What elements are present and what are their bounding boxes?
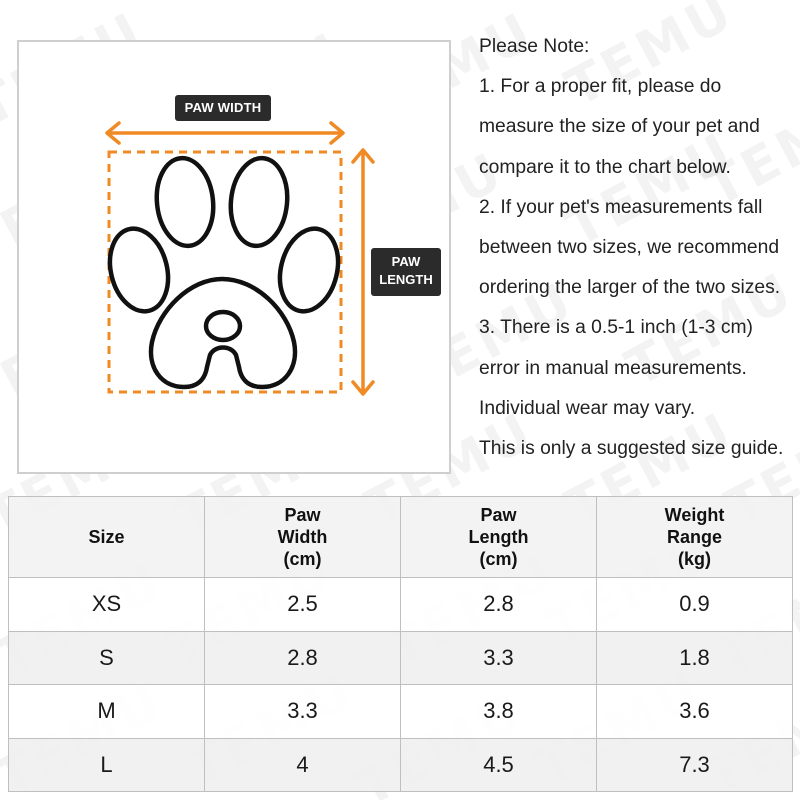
cell-weight: 7.3	[597, 738, 793, 792]
cell-paw-width: 3.3	[205, 685, 401, 739]
cell-weight: 0.9	[597, 578, 793, 632]
table-row	[9, 578, 793, 632]
header-weight-range: Weight Range (kg)	[597, 497, 793, 578]
note-line: 2. If your pet's measurements fall	[479, 196, 763, 218]
size-chart-table	[8, 496, 793, 792]
cell-paw-length: 2.8	[401, 578, 597, 632]
note-line: 3. There is a 0.5-1 inch (1-3 cm)	[479, 317, 753, 339]
cell-size: S	[9, 631, 205, 685]
cell-paw-width: 2.5	[205, 578, 401, 632]
cell-paw-length: 4.5	[401, 738, 597, 792]
paw-length-tag	[371, 248, 441, 296]
cell-paw-width: 2.8	[205, 631, 401, 685]
paw-width-tag	[175, 95, 271, 121]
table-row	[9, 631, 793, 685]
header-size: Size	[9, 497, 205, 578]
note-line: compare it to the chart below.	[479, 156, 731, 178]
cell-size: L	[9, 738, 205, 792]
note-line: measure the size of your pet and	[479, 116, 760, 138]
cell-paw-width: 4	[205, 738, 401, 792]
header-paw-length: Paw Length (cm)	[401, 497, 597, 578]
cell-paw-length: 3.3	[401, 631, 597, 685]
table-row	[9, 685, 793, 739]
note-line: ordering the larger of the two sizes.	[479, 277, 781, 299]
paw-length-label-line: PAW	[391, 254, 421, 269]
paw-width-label: PAW WIDTH	[184, 100, 262, 115]
paw-print-icon	[102, 155, 347, 387]
note-heading: Please Note:	[479, 36, 590, 57]
cell-size: M	[9, 685, 205, 739]
paw-length-arrow	[353, 150, 373, 394]
note-line: This is only a suggested size guide.	[479, 437, 784, 459]
paw-width-arrow	[107, 123, 343, 143]
note-line: between two sizes, we recommend	[479, 236, 780, 258]
note-line: Individual wear may vary.	[479, 397, 696, 419]
cell-weight: 1.8	[597, 631, 793, 685]
table-header-row	[9, 497, 793, 578]
note-line: error in manual measurements.	[479, 357, 747, 379]
note-line: 1. For a proper fit, please do	[479, 76, 722, 98]
paw-length-label-line: LENGTH	[379, 272, 433, 287]
cell-weight: 3.6	[597, 685, 793, 739]
header-paw-width: Paw Width (cm)	[205, 497, 401, 578]
please-note-text	[479, 27, 799, 469]
cell-size: XS	[9, 578, 205, 632]
table-row	[9, 738, 793, 792]
cell-paw-length: 3.8	[401, 685, 597, 739]
paw-measurement-diagram	[17, 40, 451, 474]
